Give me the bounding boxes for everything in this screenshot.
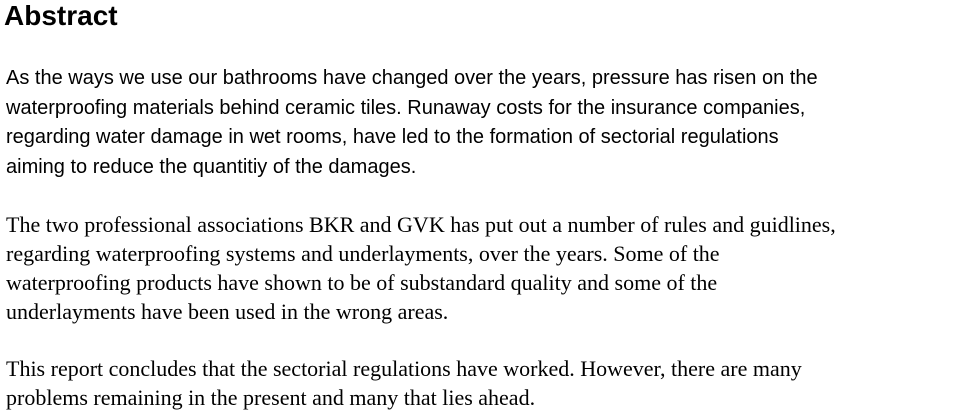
paragraph-conclusion: [6, 354, 802, 412]
paragraph-line: waterproofing products have shown to be of substandard quality and some of the: [6, 270, 718, 295]
paragraph-line: The two professional associations BKR and GVK has put out a number of rules and guidlines,: [6, 212, 836, 237]
paragraph-line: This report concludes that the sectorial regulations have worked. However, there are many: [6, 356, 802, 381]
abstract-heading: Abstract: [4, 0, 118, 31]
paragraph-line: As the ways we use our bathrooms have changed over the years, pressure has risen on the: [6, 67, 818, 89]
paragraph-line: problems remaining in the present and many that lies ahead.: [6, 385, 536, 410]
paragraph-intro: [6, 64, 818, 182]
paragraph-line: regarding water damage in wet rooms, have led to the formation of sectorial regulations: [6, 126, 779, 148]
paragraph-line: waterproofing materials behind ceramic tiles. Runaway costs for the insurance companies,: [6, 96, 806, 119]
paragraph-associations: [6, 210, 836, 326]
paragraph-line: regarding waterproofing systems and underlayments, over the years. Some of the: [6, 241, 720, 266]
paragraph-line: aiming to reduce the quantitiy of the damages.: [6, 155, 417, 178]
paragraph-line: underlayments have been used in the wrong areas.: [6, 299, 449, 324]
